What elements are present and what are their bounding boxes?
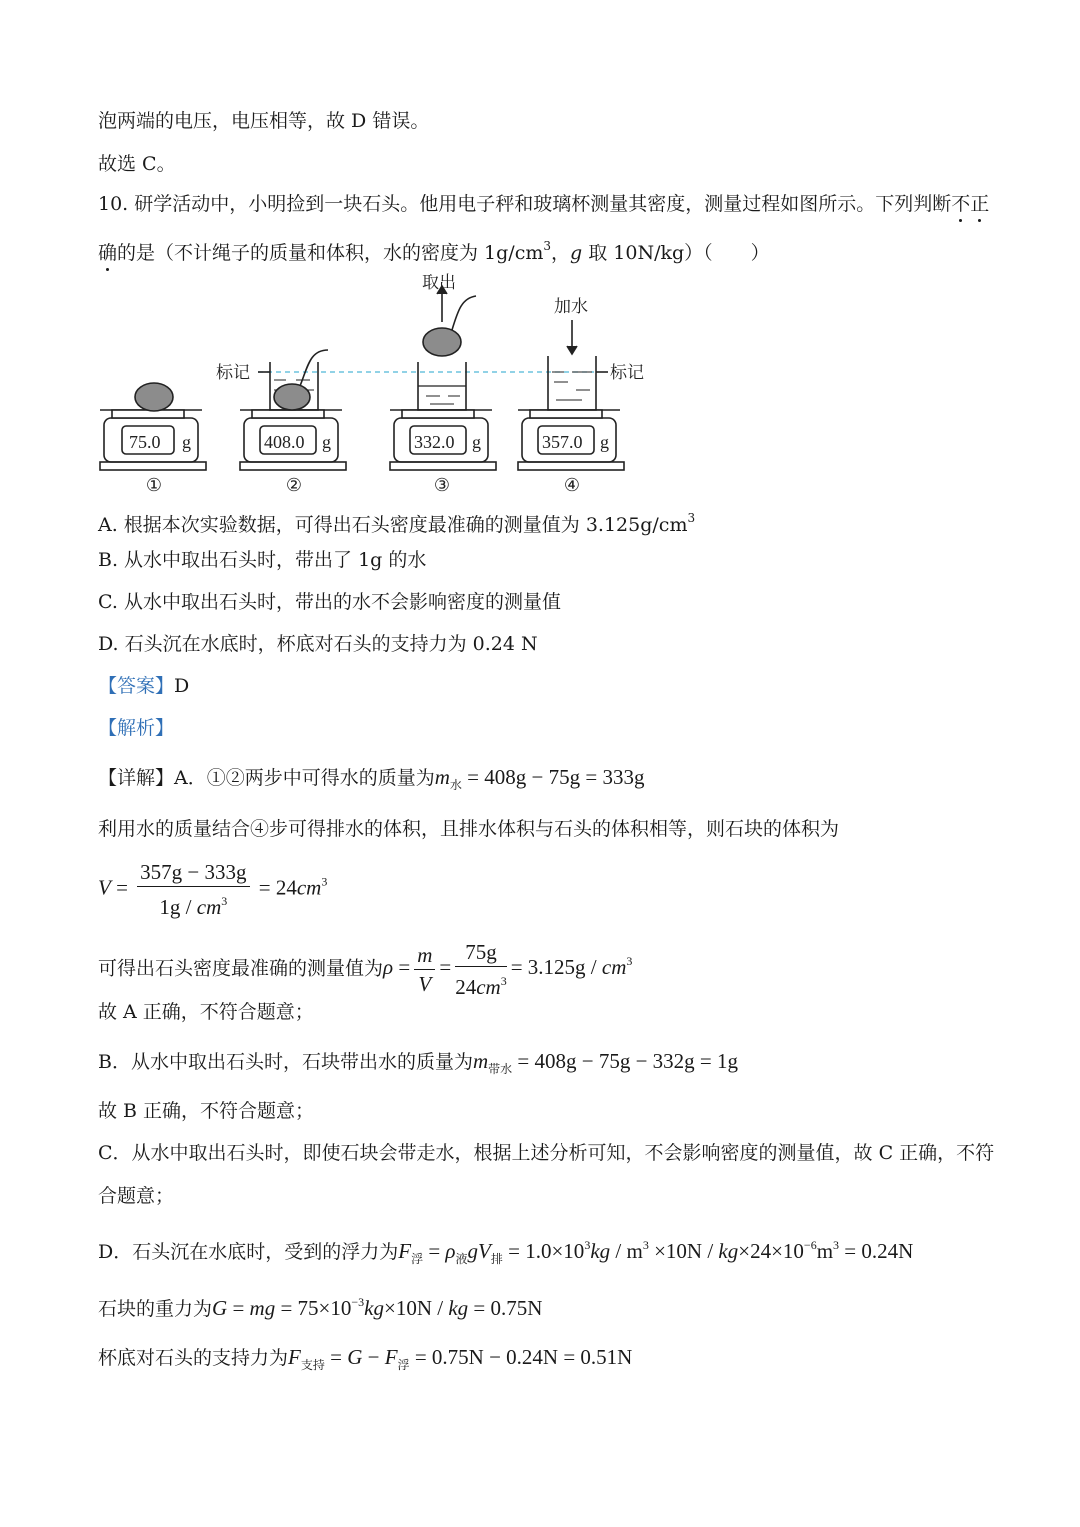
unit-4: g (600, 432, 609, 452)
answer-tag: 【答案】 (98, 675, 175, 697)
string-3 (452, 296, 476, 330)
reading-4: 357.0 (542, 432, 583, 452)
unit-3: g (472, 432, 481, 452)
fraction-numerator: 357g − 333g (137, 860, 249, 887)
detail-support-line (98, 1344, 632, 1378)
experiment-figure (96, 266, 644, 498)
formula-buoyancy: $F_浮 = \rho_液gV_排 = 1.0\times 10^3kg / m^3 \times 10N / kg\times 24\times 10^{-6}m^3 = 0.24N$ (398, 1238, 914, 1266)
emphasis-char: 正 (970, 193, 990, 215)
stone-2 (274, 384, 310, 410)
comma: ， (551, 242, 571, 264)
detail-c-line-1: C．从水中取出石头时，即使石块会带走水，根据上述分析可知，不会影响密度的测量值，故 C 正确，不符 (98, 1142, 995, 1164)
detail-a-line (98, 764, 644, 798)
detail-density-line (98, 940, 632, 999)
analysis-tag: 【解析】 (98, 717, 175, 739)
text-line-choose-c: 故选 C。 (98, 153, 176, 175)
answer-value: D (174, 675, 190, 697)
detail-density-text: 可得出石头密度最准确的测量值为 (98, 957, 384, 980)
formula-water-mass (434, 765, 645, 792)
detail-a-text: 【详解】A．①②两步中可得水的质量为 (98, 767, 435, 789)
reading-3: 332.0 (414, 432, 455, 452)
label-take-out: 取出 (422, 273, 456, 293)
fraction-volume (137, 860, 249, 919)
detail-gravity-line (98, 1289, 542, 1322)
var-v: V (98, 875, 111, 900)
eq-sign: = (116, 875, 128, 900)
reading-2: 408.0 (264, 432, 305, 452)
scale-4 (518, 356, 624, 470)
step-3: ③ (433, 475, 451, 496)
sub-water: 水 (449, 778, 462, 792)
option-c: C. 从水中取出石头时，带出的水不会影响密度的测量值 (98, 591, 561, 613)
formula-gravity: G = mg = $75\times 10^{-3}kg\times 10N$ / kg = 0.75N (212, 1295, 543, 1320)
question-number: 10. (98, 193, 129, 215)
formula-carried-water: $m_{带水} = 408g - 75g - 332g = 1g$ (472, 1049, 739, 1076)
question-text-2: 的是（不计绳子的质量和体积，水的密度为 1g/cm (117, 242, 544, 264)
detail-b-text: B．从水中取出石头时，石块带出水的质量为 (98, 1051, 473, 1073)
option-d: D. 石头沉在水底时，杯底对石头的支持力为 0.24 N (98, 633, 538, 655)
superscript: 3 (687, 511, 696, 525)
detail-b-conclusion: 故 B 正确，不符合题意； (98, 1100, 315, 1122)
stone-1 (135, 383, 173, 411)
detail-a-conclusion: 故 A 正确，不符合题意； (98, 1001, 314, 1023)
stone-3 (423, 328, 461, 356)
emphasis-char: 不 (951, 193, 971, 215)
fraction-denominator: $1g / cm^3$ (159, 894, 228, 919)
text-line-voltage: 泡两端的电压，电压相等，故 D 错误。 (98, 110, 430, 132)
expr-water-mass: = 408g − 75g = 333g (461, 765, 645, 789)
detail-d-line (98, 1232, 913, 1272)
question-text: 研学活动中，小明捡到一块石头。他用电子秤和玻璃杯测量其密度，测量过程如图所示。下列判断 (134, 193, 952, 215)
label-add-water: 加水 (554, 297, 588, 317)
label-mark-left: 标记 (216, 363, 250, 383)
option-b: B. 从水中取出石头时，带出了 1g 的水 (98, 549, 427, 571)
emphasis-char: 确 (98, 242, 118, 264)
unit-1: g (182, 432, 191, 452)
detail-gravity-text: 石块的重力为 (98, 1298, 213, 1320)
formula-volume (98, 860, 327, 919)
volume-result: = 24 (258, 875, 297, 900)
detail-c-line-2: 合题意； (98, 1185, 175, 1207)
superscript: 3 (321, 874, 328, 889)
label-mark-right: 标记 (610, 363, 644, 383)
superscript: 3 (543, 239, 552, 253)
answer-line (98, 673, 189, 699)
question-line-2 (98, 233, 770, 266)
unit-cm: cm (296, 875, 322, 900)
scale-2 (240, 362, 346, 470)
option-a (98, 505, 695, 538)
step-1: ① (145, 475, 163, 496)
option-a-text: A. 根据本次实验数据，可得出石头密度最准确的测量值为 3.125g/cm (98, 514, 688, 536)
question-text-3: 取 10N/kg）（ ） (582, 242, 770, 264)
detail-d-text: D．石头沉在水底时，受到的浮力为 (98, 1241, 399, 1263)
detail-b-line (98, 1048, 738, 1082)
reading-1: 75.0 (129, 432, 161, 452)
step-4: ④ (563, 475, 581, 496)
question-line-1 (98, 191, 989, 217)
unit-2: g (322, 432, 331, 452)
detail-support-text: 杯底对石头的支持力为 (98, 1347, 289, 1369)
var-m: m (434, 765, 450, 789)
detail-a-line-2: 利用水的质量结合④步可得排水的体积，且排水体积与石头的体积相等，则石块的体积为 (98, 818, 840, 840)
scale-3 (390, 362, 496, 470)
string-2 (300, 350, 328, 386)
formula-support: $F_{支持} = G - F_浮 = 0.75N - 0.24N = 0.51N$ (288, 1345, 633, 1372)
step-2: ② (285, 475, 303, 496)
formula-density: ρ = $\frac{m}{V}$ = $\frac{75g}{24cm^3}$ = $3.125g / cm^3$ (383, 940, 633, 999)
var-g: g (570, 242, 583, 264)
